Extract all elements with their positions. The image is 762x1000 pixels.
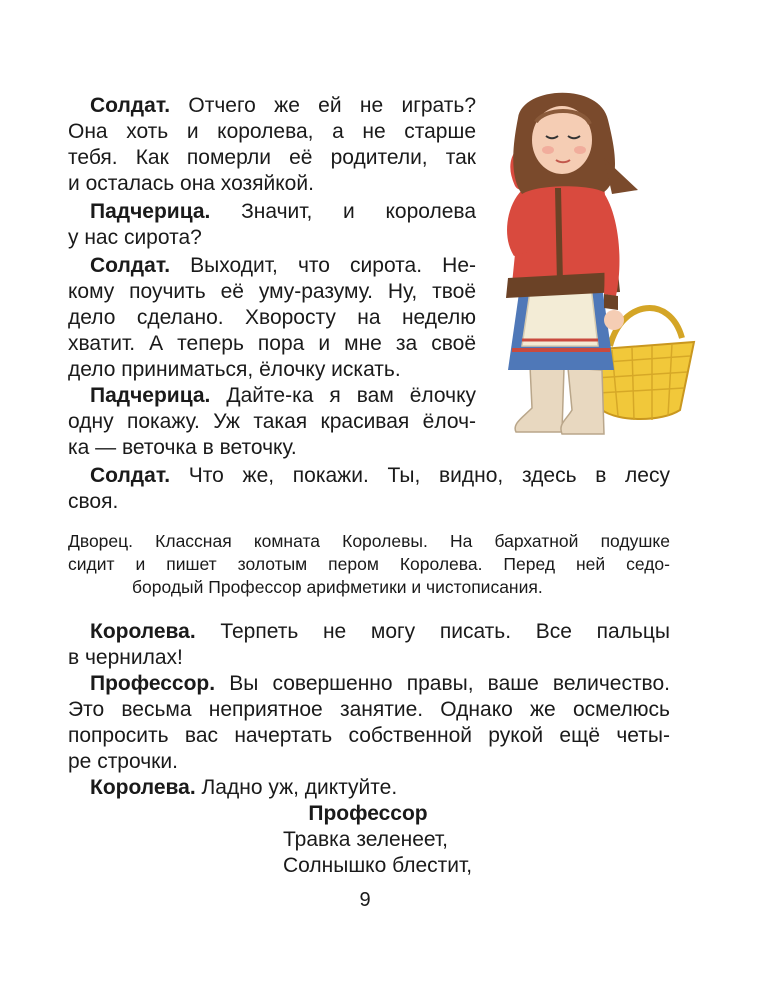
speaker-name: Падчерица.: [90, 384, 211, 407]
dialogue-text: Значит, и королева: [210, 200, 476, 223]
dialogue-line: ка — веточка в веточку.: [68, 436, 297, 459]
dialogue-line: [90, 619, 670, 645]
dialogue-line: [90, 463, 670, 489]
dialogue-line: ре строчки.: [68, 750, 178, 773]
dialogue-line: кому поучить её уму-разуму. Ну, твоё: [68, 280, 476, 303]
dialogue-line: [90, 775, 397, 801]
dialogue-line: у нас сирота?: [68, 226, 202, 249]
dialogue-text: Дайте-ка я вам ёлочку: [210, 384, 476, 407]
speaker-name: Профессор.: [90, 672, 216, 695]
dialogue-text: Ладно уж, диктуйте.: [195, 776, 398, 799]
stage-direction-line: Дворец. Классная комната Королевы. На бархатной подушке: [68, 531, 670, 551]
stage-direction-line: сидит и пишет золотым пером Королева. Перед ней седо-: [68, 554, 670, 574]
dialogue-line: дело сделано. Хворосту на неделю: [68, 306, 476, 329]
speaker-name: Солдат.: [90, 254, 171, 277]
dialogue-text: Выходит, что сирота. Не-: [170, 254, 476, 277]
dialogue-line: одну покажу. Уж такая красивая ёлоч-: [68, 410, 476, 433]
verse-speaker-heading: Профессор: [308, 802, 428, 825]
dialogue-text: Отчего же ей не играть?: [170, 94, 476, 117]
page-number: 9: [359, 889, 371, 911]
dialogue-line: [90, 199, 476, 225]
dialogue-line: [90, 93, 476, 119]
dialogue-line: дело приниматься, ёлочку искать.: [68, 358, 401, 381]
speaker-name: Падчерица.: [90, 200, 211, 223]
speaker-name: Королева.: [90, 620, 196, 643]
dialogue-line: тебя. Как померли её родители, так: [68, 146, 476, 169]
dialogue-line: [90, 383, 476, 409]
dialogue-text: Терпеть не могу писать. Все пальцы: [195, 620, 670, 643]
dialogue-line: попросить вас начертать собственной рукой ещё четы-: [68, 724, 670, 747]
speaker-name: Солдат.: [90, 464, 171, 487]
speaker-name: Солдат.: [90, 94, 171, 117]
dialogue-line: [90, 253, 476, 279]
verse-line: Травка зеленеет,: [283, 828, 449, 851]
dialogue-line: в чернилах!: [68, 646, 183, 669]
verse-line: Солнышко блестит,: [283, 854, 473, 877]
dialogue-line: Она хоть и королева, а не старше: [68, 120, 476, 143]
dialogue-text: Вы совершенно правы, ваше величество.: [215, 672, 670, 695]
dialogue-line: Это весьма неприятное занятие. Однако же осмелюсь: [68, 698, 670, 721]
stage-direction-line: бородый Профессор арифметики и чистописания.: [132, 577, 543, 597]
dialogue-line: хватит. А теперь пора и мне за своё: [68, 332, 476, 355]
dialogue-line: [90, 671, 670, 697]
dialogue-line: своя.: [68, 490, 119, 513]
speaker-name: Королева.: [90, 776, 196, 799]
girl-illustration-icon: [492, 88, 704, 448]
dialogue-line: и осталась она хозяйкой.: [68, 172, 314, 195]
dialogue-text: Что же, покажи. Ты, видно, здесь в лесу: [170, 464, 670, 487]
